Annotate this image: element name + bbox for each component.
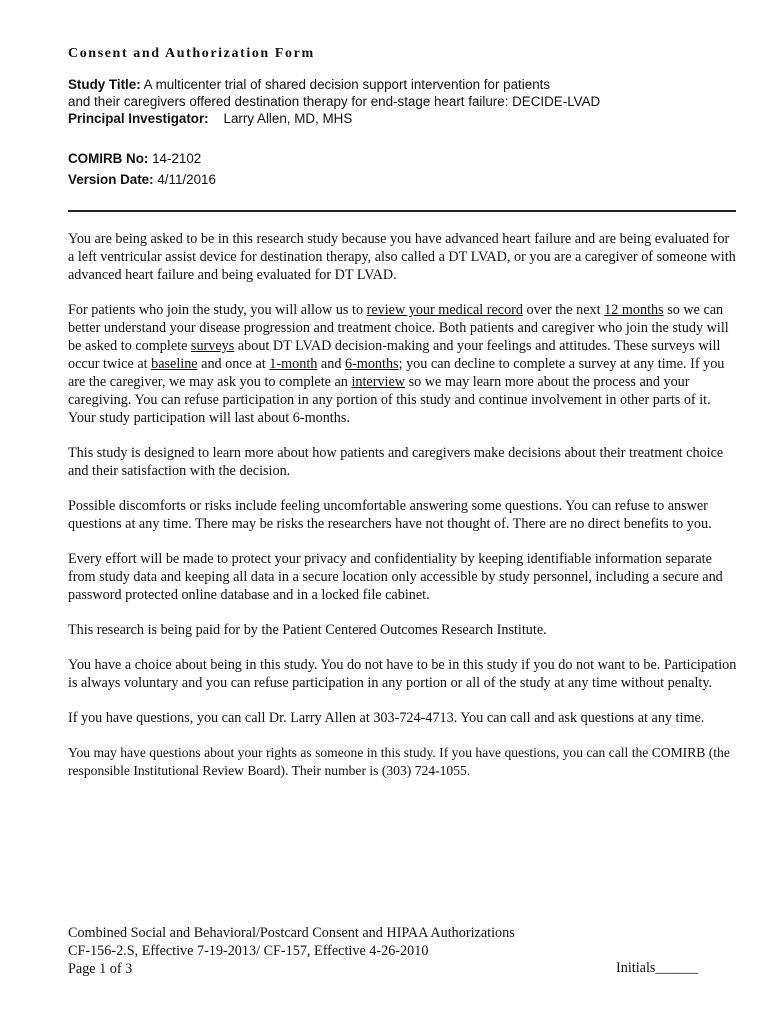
study-title <box>68 76 748 110</box>
pi-label: Principal Investigator: <box>68 111 209 126</box>
paragraph-intro: You are being asked to be in this research study because you have advanced heart failure and are being evaluated for a left ventricular assist device for destination therapy, also called a DT LVAD, or you are a caregiver of someone with advanced heart failure and being evaluated for DT LVAD. <box>68 231 736 283</box>
paragraph-risks: Possible discomforts or risks include feeling uncomfortable answering some questions. You can refuse to answer questions at any time. There may be risks the researchers have not thought of. There are no direct benefits to you. <box>68 498 712 532</box>
paragraph-procedures <box>68 301 738 427</box>
study-title-line2: and their caregivers offered destination therapy for end-stage heart failure: DECIDE-LVAD <box>68 94 601 109</box>
study-title-line1: A multicenter trial of shared decision support intervention for patients <box>143 77 551 92</box>
procedures-text: and <box>317 356 345 372</box>
procedures-text: over the next <box>522 302 605 318</box>
procedures-text: For patients who join the study, you will allow us to <box>68 302 367 318</box>
underlined-medical-record: review your medical record <box>366 302 523 318</box>
version-date <box>68 171 748 188</box>
version-value: 4/11/2016 <box>157 172 216 187</box>
procedures-text: so we may learn more about the process and your caregiving. You can refuse participation in any portion of this study and continue involvement in other parts of it. Your study participation will last about 6-months. <box>68 374 711 426</box>
underlined-baseline: baseline <box>151 356 198 372</box>
form-title: Consent and Authorization Form <box>68 46 315 61</box>
comirb-value: 14-2102 <box>152 151 202 166</box>
underlined-interview: interview <box>351 374 406 390</box>
header-divider <box>68 210 736 212</box>
paragraph-purpose: This study is designed to learn more about how patients and caregivers make decisions about their treatment choice and their satisfaction with the decision. <box>68 445 724 479</box>
initials-field[interactable]: Initials______ <box>616 960 698 976</box>
version-label: Version Date: <box>68 172 154 187</box>
paragraph-voluntary: You have a choice about being in this study. You do not have to be in this study if you do not want to be. Participation is always voluntary and you can refuse participation in any portion or all of the study at any time without penalty. <box>68 657 737 691</box>
procedures-text: and once at <box>197 356 270 372</box>
principal-investigator <box>68 110 748 127</box>
footer-form-name: Combined Social and Behavioral/Postcard Consent and HIPAA Authorizations <box>68 925 515 941</box>
comirb-label: COMIRB No: <box>68 151 149 166</box>
procedures-text: so we can better understand your disease progression and treatment choice. Both patients and caregiver who join the study will be asked to complete <box>68 302 729 354</box>
study-title-label: Study Title: <box>68 77 141 92</box>
pi-value: Larry Allen, MD, MHS <box>223 111 353 126</box>
underlined-surveys: surveys <box>190 338 235 354</box>
procedures-text: about DT LVAD decision-making and your feelings and attitudes. These surveys will occur twice at <box>68 338 721 372</box>
consent-body <box>68 230 738 797</box>
paragraph-privacy: Every effort will be made to protect your privacy and confidentiality by keeping identifiable information separate from study data and keeping all data in a secure location only accessible by study personnel, including a secure and password protected online database and in a locked file cabinet. <box>68 551 723 603</box>
underlined-12-months: 12 months <box>604 302 664 318</box>
footer-form-codes: CF-156-2.S, Effective 7-19-2013/ CF-157, Effective 4-26-2010 <box>68 943 429 959</box>
procedures-text: ; you can decline to complete a survey at any time. If you are the caregiver, we may ask you to complete an <box>68 356 725 390</box>
comirb-number <box>68 150 748 167</box>
page-footer <box>68 924 708 978</box>
page-number: Page 1 of 3 <box>68 961 133 977</box>
underlined-6-months: 6-months <box>344 356 399 372</box>
paragraph-funding: This research is being paid for by the Patient Centered Outcomes Research Institute. <box>68 622 547 638</box>
paragraph-rights: You may have questions about your rights as someone in this study. If you have questions, you can call the COMIRB (the responsible Institutional Review Board). Their number is (303) 724-1055. <box>68 745 730 778</box>
paragraph-contact: If you have questions, you can call Dr. Larry Allen at 303-724-4713. You can call and ask questions at any time. <box>68 710 705 726</box>
underlined-1-month: 1-month <box>269 356 318 372</box>
